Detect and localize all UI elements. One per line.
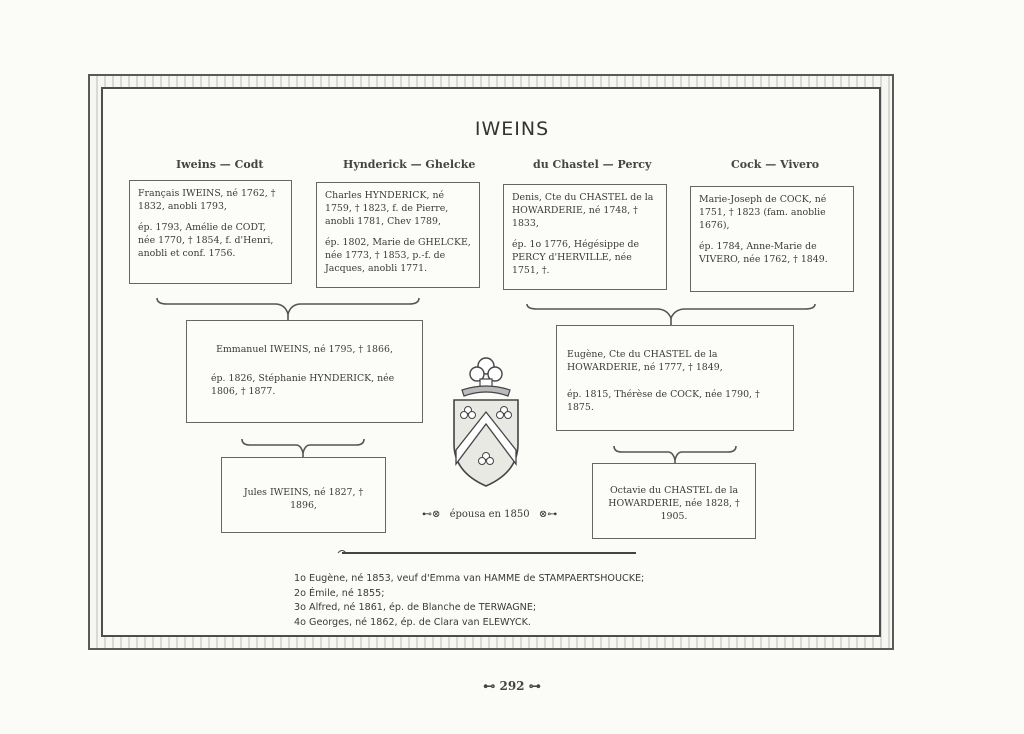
ornament-icon: ⊗⊶ (538, 509, 558, 520)
person-line-2: ép. 1784, Anne-Marie de VIVERO, née 1762, † 1849. (699, 241, 828, 265)
page-number-value: 292 (499, 679, 525, 693)
ornament-icon: ⊶ (528, 679, 541, 693)
brace-connector-right (525, 296, 825, 326)
person-box-chastel-percy (503, 184, 667, 290)
person-line-2: ép. 1o 1776, Hégésippe de PERCY d'HERVILLE, née 1751, †. (512, 239, 640, 276)
person-line-1: Marie-Joseph de COCK, né 1751, † 1823 (fam. anoblie 1676), (699, 194, 827, 231)
person-line-1: Eugène, Cte du CHASTEL de la HOWARDERIE, né 1777, † 1849, (567, 349, 723, 373)
page-title: IWEINS (474, 118, 550, 140)
column-heading-2: Hynderick — Ghelcke (343, 158, 476, 171)
column-heading-1: Iweins — Codt (176, 158, 264, 171)
person-box-eugene-chastel (556, 325, 794, 431)
person-box-octavie-chastel (592, 463, 756, 539)
children-divider (336, 547, 642, 563)
person-box-emmanuel-iweins (186, 320, 423, 423)
person-line-1: Denis, Cte du CHASTEL de la HOWARDERIE, né 1748, † 1833, (512, 192, 654, 229)
person-line-2: ép. 1793, Amélie de CODT, née 1770, † 1854, f. d'Henri, anobli et conf. 1756. (138, 222, 274, 259)
marriage-note (422, 509, 557, 520)
column-heading-4: Cock — Vivero (731, 158, 820, 171)
list-item: 2o Émile, né 1855; (294, 587, 385, 599)
person-line-2: ép. 1826, Stéphanie HYNDERICK, née 1806, † 1877. (211, 373, 395, 397)
person-box-hynderick-ghelcke (316, 182, 480, 288)
list-item: 3o Alfred, né 1861, ép. de Blanche de TERWAGNE; (294, 602, 537, 613)
brace-connector-left (155, 290, 425, 322)
person-line-1: Jules IWEINS, né 1827, † 1896, (243, 487, 364, 511)
person-box-iweins-codt (129, 180, 292, 284)
column-heading-3: du Chastel — Percy (533, 158, 652, 171)
person-line-1: Charles HYNDERICK, né 1759, † 1823, f. de Pierre, anobli 1781, Chev 1789, (325, 190, 449, 227)
page-number (0, 679, 1024, 693)
marriage-text: épousa en 1850 (449, 509, 530, 520)
list-item: 1o Eugène, né 1853, veuf d'Emma van HAMME de STAMPAERTSHOUCKE; (294, 573, 645, 584)
person-line-2: ép. 1802, Marie de GHELCKE, née 1773, † 1853, p.-f. de Jacques, anobli 1771. (325, 237, 471, 274)
person-line-2: ép. 1815, Thérèse de COCK, née 1790, † 1875. (567, 389, 760, 413)
list-item: 4o Georges, né 1862, ép. de Clara van ELEWYCK. (294, 616, 531, 628)
ornament-icon: ⊷ (483, 679, 496, 693)
person-line-1: Français IWEINS, né 1762, † 1832, anobli 1793, (138, 188, 276, 212)
coat-of-arms-icon (450, 352, 522, 492)
brace-connector-gen2-left (240, 433, 366, 459)
ornament-icon: ⊷⊗ (422, 509, 441, 520)
person-box-cock-vivero (690, 186, 854, 292)
person-line-1: Emmanuel IWEINS, né 1795, † 1866, (216, 344, 393, 355)
person-box-jules-iweins (221, 457, 386, 533)
person-line-1: Octavie du CHASTEL de la HOWARDERIE, née 1828, † 1905. (608, 485, 740, 522)
children-list (294, 572, 644, 630)
